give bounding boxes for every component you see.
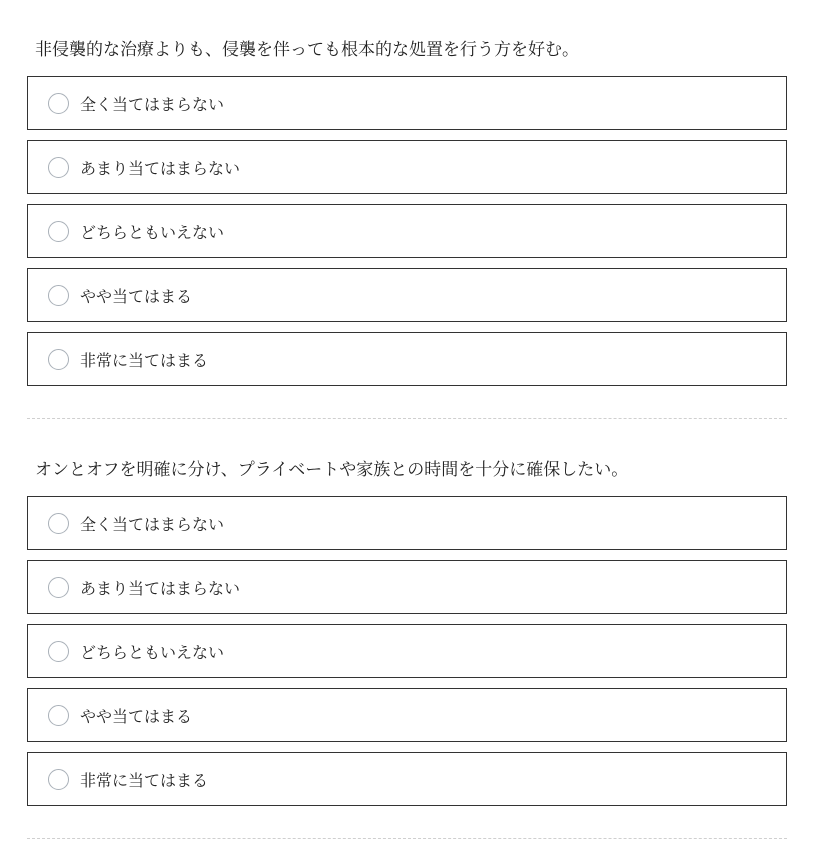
question-1 — [27, 36, 787, 396]
option-label: 非常に当てはまる — [80, 770, 209, 790]
radio-button[interactable] — [48, 769, 69, 790]
radio-button[interactable] — [48, 641, 69, 662]
option-agree[interactable] — [27, 268, 787, 322]
option-strongly-disagree[interactable] — [27, 496, 787, 550]
option-neutral[interactable] — [27, 624, 787, 678]
radio-button[interactable] — [48, 157, 69, 178]
option-label: どちらともいえない — [80, 642, 225, 662]
option-label: 全く当てはまらない — [80, 94, 225, 114]
radio-button[interactable] — [48, 513, 69, 534]
option-label: あまり当てはまらない — [80, 578, 241, 598]
radio-button[interactable] — [48, 221, 69, 242]
option-agree[interactable] — [27, 688, 787, 742]
radio-button[interactable] — [48, 285, 69, 306]
section-divider — [27, 838, 787, 839]
radio-button[interactable] — [48, 705, 69, 726]
option-label: やや当てはまる — [80, 706, 193, 726]
option-disagree[interactable] — [27, 560, 787, 614]
option-label: あまり当てはまらない — [80, 158, 241, 178]
option-label: 全く当てはまらない — [80, 514, 225, 534]
option-label: どちらともいえない — [80, 222, 225, 242]
question-text: 非侵襲的な治療よりも、侵襲を伴っても根本的な処置を行う方を好む。 — [35, 40, 579, 60]
question-text: オンとオフを明確に分け、プライベートや家族との時間を十分に確保したい。 — [35, 460, 629, 480]
question-2 — [27, 456, 787, 816]
option-label: 非常に当てはまる — [80, 350, 209, 370]
option-neutral[interactable] — [27, 204, 787, 258]
radio-button[interactable] — [48, 349, 69, 370]
radio-button[interactable] — [48, 93, 69, 114]
option-label: やや当てはまる — [80, 286, 193, 306]
option-strongly-agree[interactable] — [27, 332, 787, 386]
radio-button[interactable] — [48, 577, 69, 598]
option-strongly-agree[interactable] — [27, 752, 787, 806]
section-divider — [27, 418, 787, 419]
option-disagree[interactable] — [27, 140, 787, 194]
option-strongly-disagree[interactable] — [27, 76, 787, 130]
